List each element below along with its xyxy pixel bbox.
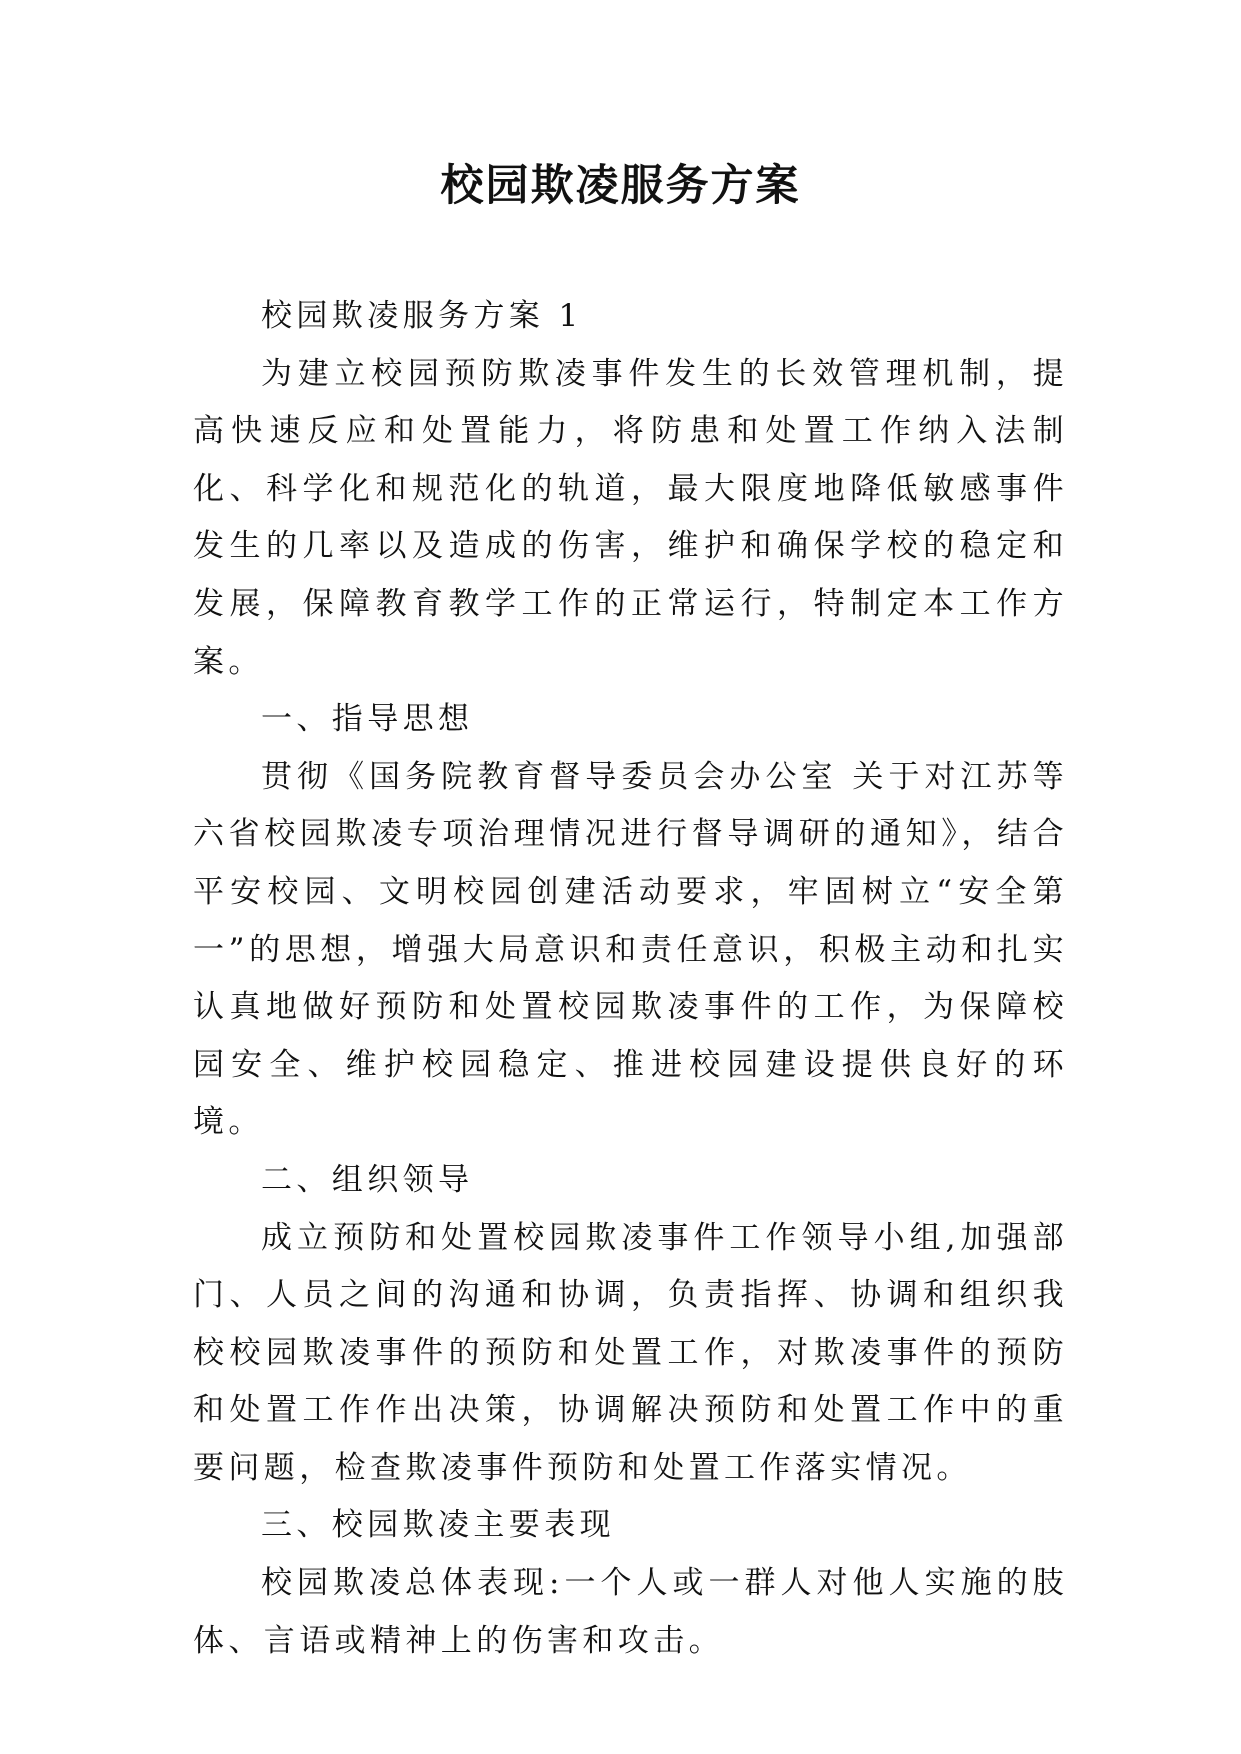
guiding-thought-paragraph: 贯彻《国务院教育督导委员会办公室 关于对江苏等六省校园欺凌专项治理情况进行督导调研的通知》，结合平安校园、文明校园创建活动要求，牢固树立“安全第一”的思想，增强大局意识和责任意识，积极主动和扎实认真地做好预防和处置校园欺凌事件的工作，为保障校园安全、维护校园稳定、推进校园建设提供良好的环境。 — [193, 758, 1068, 1141]
document-subtitle: 校园欺凌服务方案 1 — [261, 298, 583, 334]
document-title: 校园欺凌服务方案 — [440, 161, 801, 211]
organization-paragraph: 成立预防和处置校园欺凌事件工作领导小组,加强部门、人员之间的沟通和协调，负责指挥、协调和组织我校校园欺凌事件的预防和处置工作，对欺凌事件的预防和处置工作作出决策，协调解决预防和处置工作中的重要问题，检查欺凌事件预防和处置工作落实情况。 — [193, 1219, 1068, 1486]
bullying-manifestations-paragraph: 校园欺凌总体表现:一个人或一群人对他人实施的肢体、言语或精神上的伤害和攻击。 — [193, 1565, 1068, 1659]
document-body — [193, 288, 1068, 1670]
section-heading-guiding-thought: 一、指导思想 — [261, 701, 474, 738]
intro-paragraph: 为建立校园预防欺凌事件发生的长效管理机制，提高快速反应和处置能力，将防患和处置工作纳入法制化、科学化和规范化的轨道，最大限度地降低敏感事件发生的几率以及造成的伤害，维护和确保学校的稳定和发展，保障教育教学工作的正常运行，特制定本工作方案。 — [193, 355, 1068, 680]
section-heading-bullying-manifestations: 三、校园欺凌主要表现 — [261, 1507, 615, 1544]
section-heading-organization: 二、组织领导 — [261, 1161, 474, 1198]
